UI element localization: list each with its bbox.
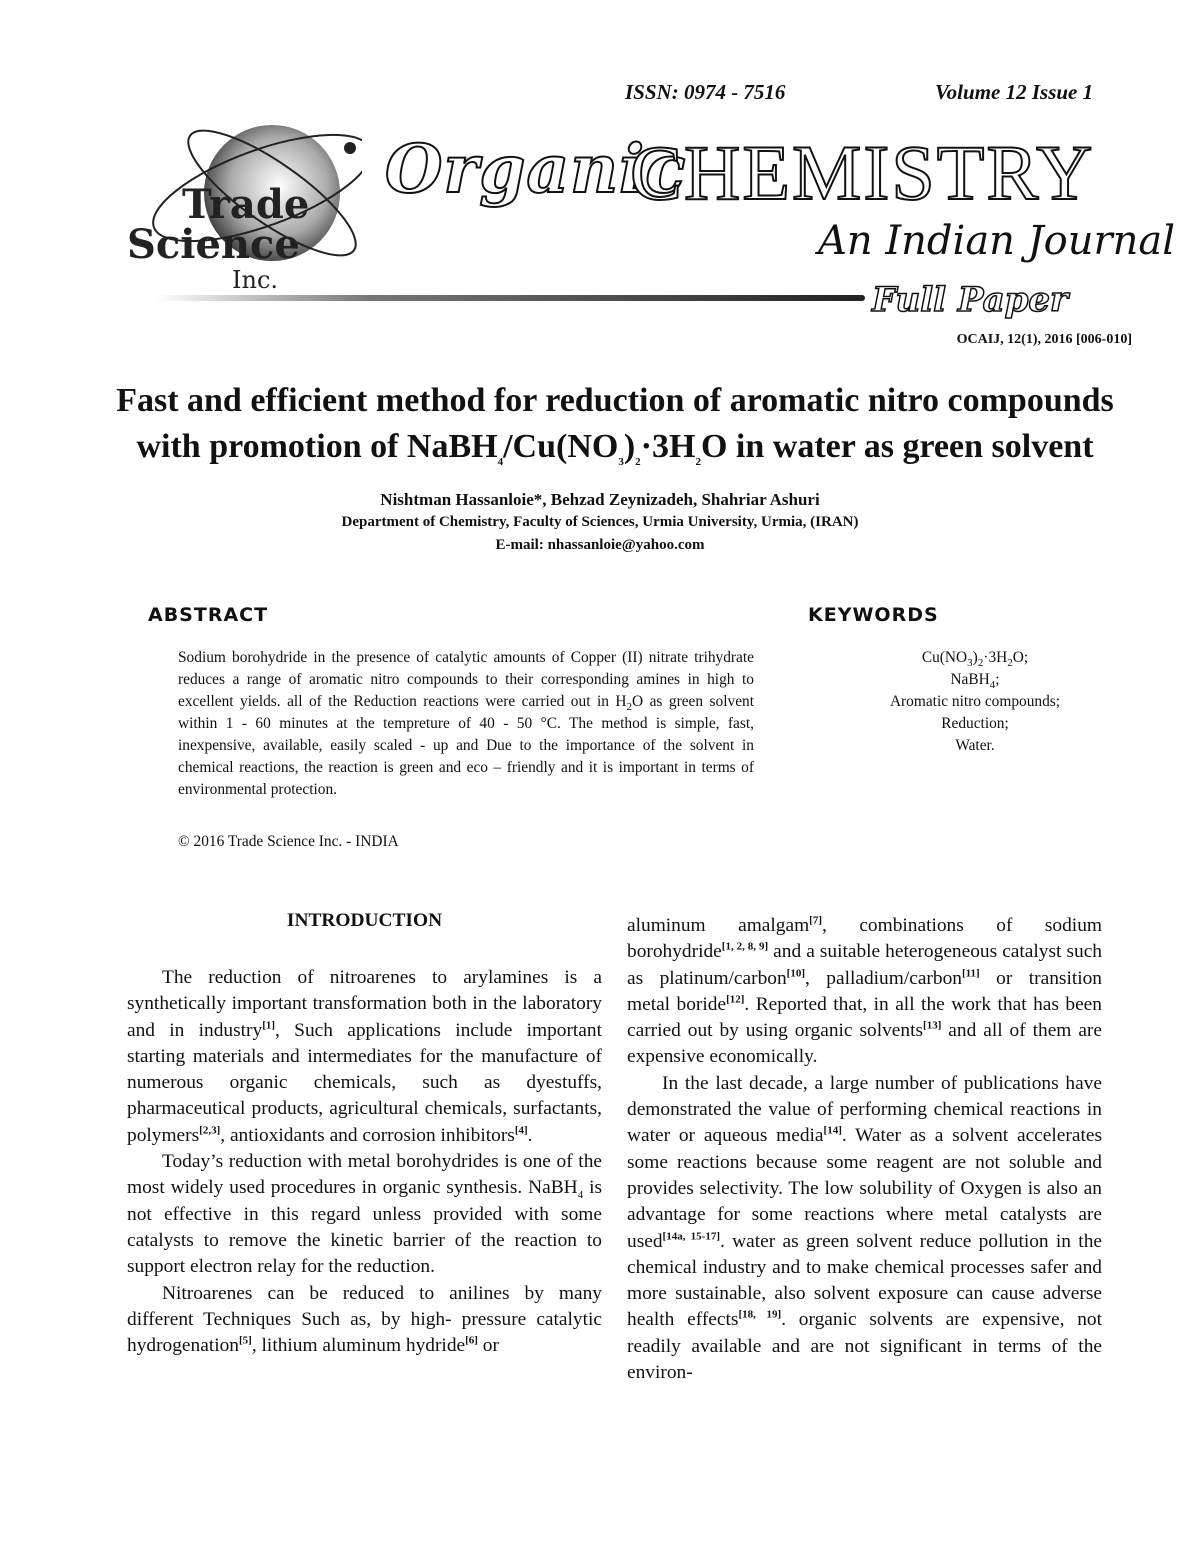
abstract-heading: ABSTRACT — [148, 604, 269, 626]
keyword: Water. — [955, 737, 995, 754]
keywords-list — [850, 647, 1100, 757]
paragraph: Today’s reduction with metal borohydrides is one of the most widely used procedures in organic synthesis. NaBH$_4$ is not effective in this regard unless provided with some catalysts to remove the kinetic barrier of the reaction to support electron relay for the reduction. — [127, 1151, 603, 1278]
paper-title — [70, 378, 1160, 470]
logo-word-trade: Trade — [182, 181, 310, 228]
electron-dot — [344, 142, 356, 154]
paragraph: aluminum amalgam[7], combinations of sodium borohydride[1, 2, 8, 9] and a suitable heterogeneous catalyst such as platinum/carbon[10], palladium/carbon[11] or transition metal boride[12]. Reported that, in all the work that has been carried out by using organic solvents[13] and all of them are expensive economically. — [627, 914, 1102, 1068]
header-rule — [155, 295, 865, 301]
introduction-heading: INTRODUCTION — [286, 910, 443, 931]
affiliation: Department of Chemistry, Faculty of Sciences, Urmia University, Urmia, (IRAN) — [341, 514, 859, 530]
email: E-mail: nhassanloie@yahoo.com — [495, 537, 705, 553]
trade-science-logo — [122, 108, 362, 298]
section-label: Full Paper — [872, 280, 1068, 320]
volume-issue: Volume 12 Issue 1 — [935, 80, 1094, 104]
title-line-2: with promotion of $NaBH_4/Cu(NO_3)_2\cdot 3H_2O$ in water as green solvent — [136, 428, 1094, 468]
citation: OCAIJ, 12(1), 2016 [006-010] — [956, 332, 1132, 347]
logo-word-inc: Inc. — [232, 266, 279, 294]
brand-organic: Organic — [385, 130, 687, 208]
issn: ISSN: 0974 - 7516 — [625, 80, 786, 104]
title-line-1: Fast and efficient method for reduction of aromatic nitro compounds — [116, 382, 1114, 419]
body-column-right — [627, 913, 1102, 1386]
paragraph: Nitroarenes can be reduced to anilines by many different Techniques Such as, by high- pressure catalytic hydrogenation[5], lithium aluminum hydride[6] or — [127, 1282, 602, 1357]
copyright: © 2016 Trade Science Inc. - INDIA — [178, 833, 399, 850]
paragraph: In the last decade, a large number of publications have demonstrated the value of performing chemical reactions in water or aqueous media[14]. Water as a solvent accelerates some reactions because some reagent are not soluble and provides selectivity. The low solubility of Oxygen is also an advantage for some reactions where metal catalysts are used[14a, 15-17]. water as green solvent reduce pollution in the chemical industry and to make chemical processes safer and more sustainable, also solvent exposure can cause adverse health effects[18, 19]. organic solvents are expensive, not readily available and are not significant in terms of the environ- — [627, 1072, 1102, 1384]
keyword: Reduction; — [941, 715, 1009, 732]
authors: Nishtman Hassanloie*, Behzad Zeynizadeh, Shahriar Ashuri — [380, 490, 820, 509]
keyword: NaBH$_4$; — [950, 671, 1000, 692]
body-column-left — [127, 965, 602, 1359]
abstract-text: Sodium borohydride in the presence of catalytic amounts of Copper (II) nitrate trihydrate reduces a range of aromatic nitro compounds to their corresponding amines in high to excellent yields. all of the Reduction reactions were carried out in $H_2O$ as green solvent within 1 - 60 minutes at the tempreture of 40 - 50 °C. The method is simple, fast, inexpensive, available, easily scaled - up and Due to the importance of the solvent in chemical reactions, the reaction is green and eco – friendly and it is important in terms of environmental protection. — [178, 649, 754, 798]
brand-chemistry: CHEMISTRY — [630, 129, 1095, 216]
paragraph: The reduction of nitroarenes to arylamines is a synthetically important transformation both in the laboratory and in industry[1], Such applications include important starting materials and intermediates for the manufacture of numerous organic chemicals, such as dyestuffs, pharmaceutical products, agricultural chemicals, surfactants, polymers[2,3], antioxidants and corrosion inhibitors[4]. — [127, 967, 602, 1146]
keyword: Aromatic nitro compounds; — [889, 693, 1061, 710]
logo-word-science: Science — [127, 221, 300, 268]
keywords-heading: KEYWORDS — [808, 604, 939, 626]
journal-subtitle: An Indian Journal — [818, 218, 1176, 264]
keyword: $Cu(NO_3)_2\cdot 3H_2O$; — [921, 649, 1029, 670]
